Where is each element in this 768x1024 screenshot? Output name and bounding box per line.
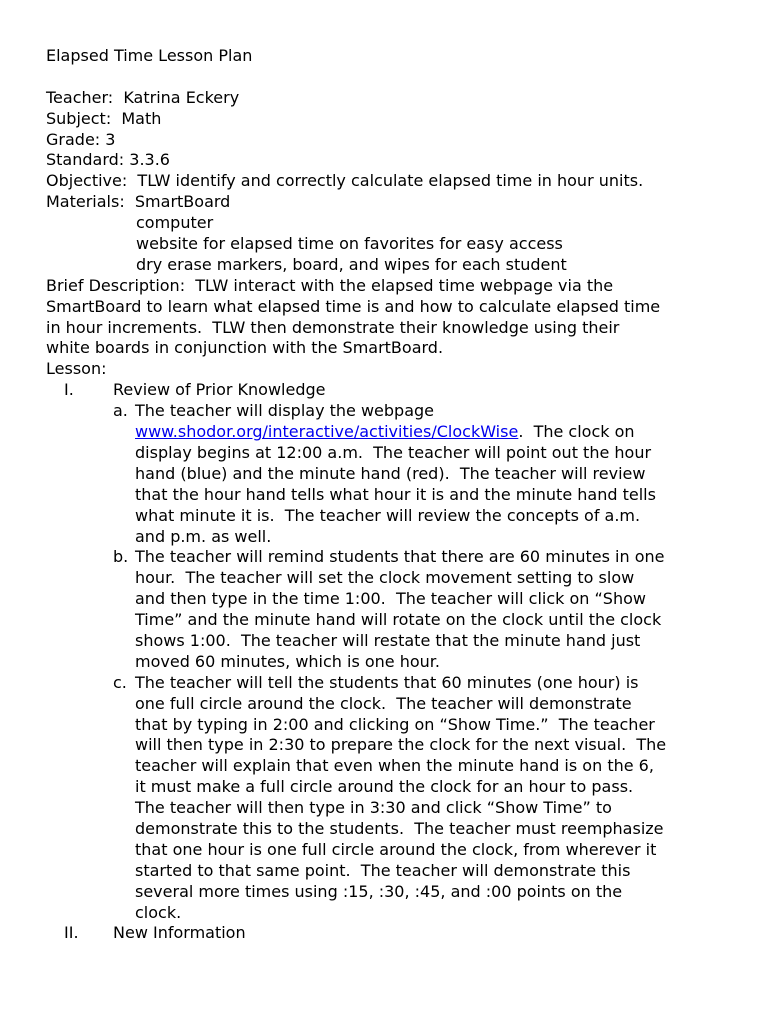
item-line: that one hour is one full circle around the clock, from wherever it (135, 839, 657, 859)
section-numeral: II. (64, 923, 79, 943)
item-line: demonstrate this to the students. The teacher must reemphasize (135, 818, 664, 838)
item-line: Time” and the minute hand will rotate on the clock until the clock (135, 610, 662, 630)
document-page (46, 46, 726, 944)
subject-line: Subject: Math (46, 108, 162, 128)
section-heading (46, 923, 726, 944)
item-line: moved 60 minutes, which is one hour. (135, 651, 440, 671)
brief-description-line: SmartBoard to learn what elapsed time is and how to calculate elapsed time (46, 296, 661, 316)
item-line: The teacher will remind students that there are 60 minutes in one (135, 547, 665, 567)
spacer (46, 67, 726, 88)
lesson-sections (46, 380, 726, 944)
item-body (135, 547, 726, 672)
item-line: several more times using :15, :30, :45, and :00 points on the (135, 881, 623, 901)
material-item: dry erase markers, board, and wipes for each student (136, 254, 567, 274)
item-line: The teacher will then type in 3:30 and click “Show Time” to (135, 798, 612, 818)
item-line: will then type in 2:30 to prepare the clock for the next visual. The (135, 735, 667, 755)
item-line: that the hour hand tells what hour it is and the minute hand tells (135, 484, 656, 504)
section-title: Review of Prior Knowledge (113, 380, 326, 400)
list-item (113, 673, 726, 924)
item-line: hour. The teacher will set the clock movement setting to slow (135, 568, 635, 588)
list-item (113, 547, 726, 672)
item-line: what minute it is. The teacher will review the concepts of a.m. (135, 505, 641, 525)
item-line: hand (blue) and the minute hand (red). The teacher will review (135, 463, 646, 483)
section-title: New Information (113, 923, 246, 943)
document-title: Elapsed Time Lesson Plan (46, 46, 253, 65)
brief-description-line: Brief Description: TLW interact with the elapsed time webpage via the (46, 275, 614, 295)
item-line: The teacher will tell the students that 60 minutes (one hour) is (135, 672, 639, 692)
link-trailing-text: . The clock on (518, 422, 635, 442)
item-line: and p.m. as well. (135, 526, 272, 546)
item-letter: c. (113, 672, 127, 692)
materials-label: Materials: SmartBoard (46, 192, 231, 212)
teacher-line: Teacher: Katrina Eckery (46, 87, 240, 107)
item-line: and then type in the time 1:00. The teacher will click on “Show (135, 589, 646, 609)
item-line: teacher will explain that even when the minute hand is on the 6, (135, 756, 654, 776)
item-line: shows 1:00. The teacher will restate that the minute hand just (135, 630, 641, 650)
item-line: one full circle around the clock. The teacher will demonstrate (135, 693, 632, 713)
item-line: started to that same point. The teacher will demonstrate this (135, 860, 631, 880)
item-line: that by typing in 2:00 and clicking on “Show Time.” The teacher (135, 714, 655, 734)
brief-description-line: in hour increments. TLW then demonstrate their knowledge using their (46, 317, 620, 337)
section-items (46, 401, 726, 923)
item-line: display begins at 12:00 a.m. The teacher will point out the hour (135, 442, 652, 462)
brief-description-line: white boards in conjunction with the SmartBoard. (46, 338, 444, 358)
material-item: website for elapsed time on favorites for easy access (136, 234, 563, 254)
list-item (113, 401, 726, 547)
item-letter: b. (113, 547, 129, 567)
section-numeral: I. (64, 380, 74, 400)
objective-line: Objective: TLW identify and correctly calculate elapsed time in hour units. (46, 171, 644, 191)
item-body (135, 673, 726, 924)
item-body (135, 401, 726, 547)
section-heading (46, 380, 726, 401)
item-line: clock. (135, 902, 182, 922)
item-line-with-link (135, 422, 726, 443)
standard-line: Standard: 3.3.6 (46, 150, 170, 170)
material-item: computer (136, 213, 214, 233)
clockwise-link[interactable]: www.shodor.org/interactive/activities/ClockWise (135, 422, 519, 442)
item-line: The teacher will display the webpage (135, 401, 435, 421)
item-line: it must make a full circle around the clock for an hour to pass. (135, 777, 634, 797)
grade-line: Grade: 3 (46, 129, 116, 149)
item-letter: a. (113, 401, 128, 421)
lesson-label: Lesson: (46, 359, 107, 379)
